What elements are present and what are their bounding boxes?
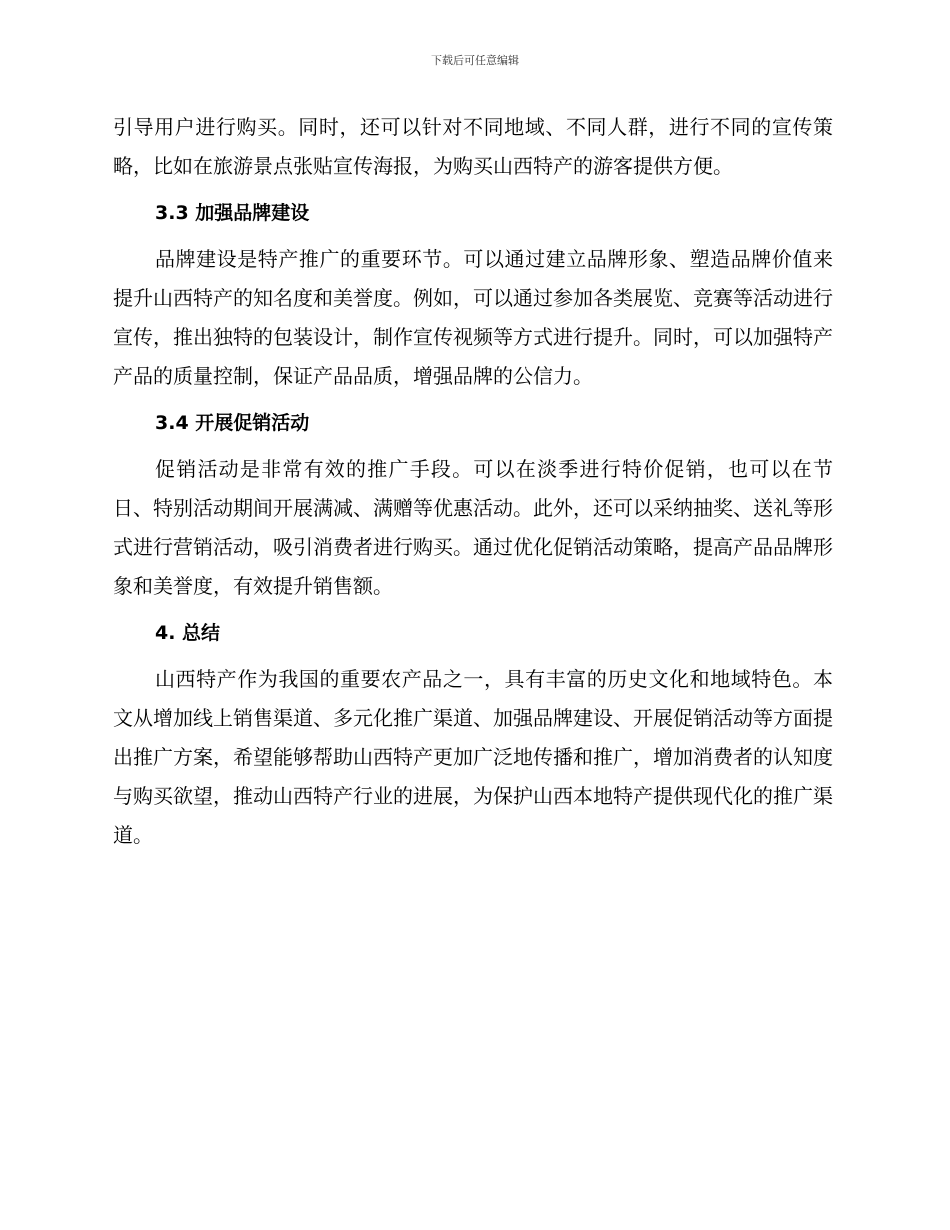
section-3-3-heading: 3.3 加强品牌建设 [155, 202, 310, 224]
section-3-4-paragraph: 促销活动是非常有效的推广手段。可以在淡季进行特价促销，也可以在节日、特别活动期间开展满减、满赠等优惠活动。此外，还可以采纳抽奖、送礼等形式进行营销活动，吸引消费者进行购买。通过优化促销活动策略，提高产品品牌形象和美誉度，有效提升销售额。 [113, 457, 833, 598]
section-3-3-paragraph: 品牌建设是特产推广的重要环节。可以通过建立品牌形象、塑造品牌价值来提升山西特产的知名度和美誉度。例如，可以通过参加各类展览、竞赛等活动进行宣传，推出独特的包装设计，制作宣传视频等方式进行提升。同时，可以加强特产产品的质量控制，保证产品品质，增强品牌的公信力。 [113, 247, 833, 388]
section-4-paragraph: 山西特产作为我国的重要农产品之一，具有丰富的历史文化和地域特色。本文从增加线上销售渠道、多元化推广渠道、加强品牌建设、开展促销活动等方面提出推广方案，希望能够帮助山西特产更加广泛地传播和推广，增加消费者的认知度与购买欲望，推动山西特产行业的进展，为保护山西本地特产提供现代化的推广渠道。 [113, 667, 833, 847]
intro-paragraph: 引导用户进行购买。同时，还可以针对不同地域、不同人群，进行不同的宣传策略，比如在旅游景点张贴宣传海报，为购买山西特产的游客提供方便。 [113, 115, 833, 178]
section-4-heading: 4. 总结 [155, 622, 221, 644]
document-body [113, 108, 833, 855]
section-3-4-heading: 3.4 开展促销活动 [155, 412, 310, 434]
header-note: 下载后可任意编辑 [431, 54, 519, 67]
